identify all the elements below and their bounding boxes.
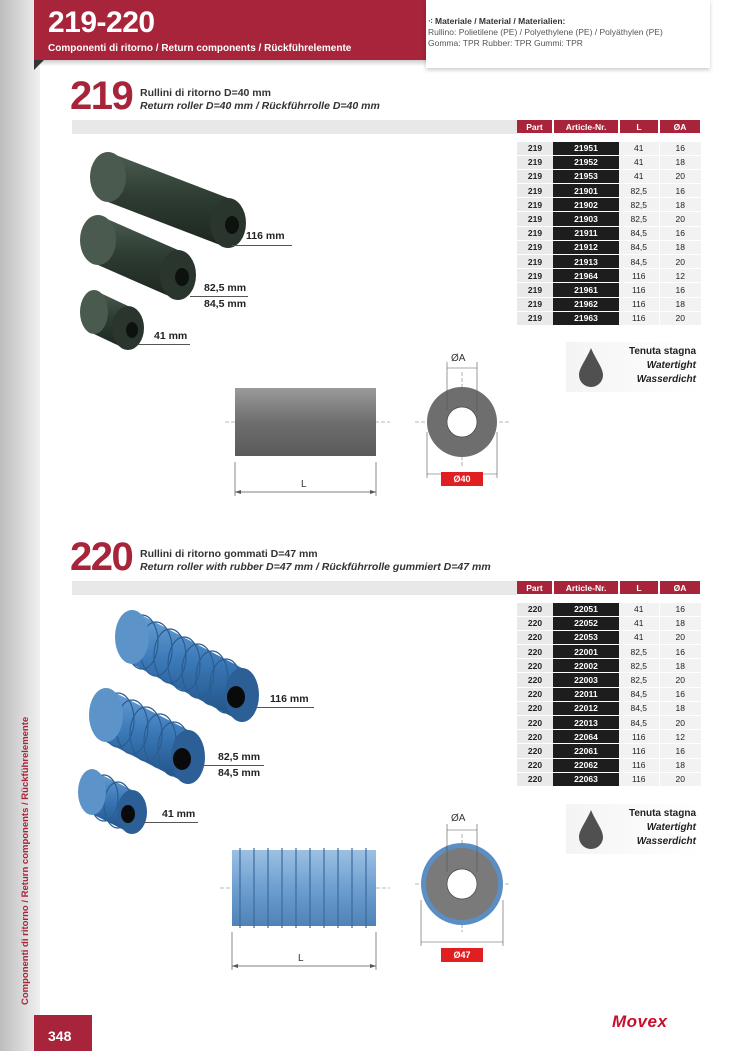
table-row <box>517 141 701 155</box>
section-220-title-it: Rullini di ritorno gommati D=47 mm <box>140 548 318 560</box>
cell-length: 82,5 <box>619 673 659 687</box>
cell-part: 220 <box>517 645 553 659</box>
cell-length: 116 <box>619 311 659 325</box>
cell-diameter: 18 <box>659 659 701 673</box>
header-part: Part <box>517 120 553 133</box>
cell-length: 41 <box>619 630 659 644</box>
cell-part: 220 <box>517 730 553 744</box>
watertight-en-219: Watertight <box>646 360 696 371</box>
roller-82-mm <box>89 688 205 784</box>
diameter-badge-220: Ø47 <box>441 948 483 962</box>
label-116-mm-220: 116 mm <box>270 693 309 705</box>
cell-diameter: 16 <box>659 602 701 616</box>
leader-41-220 <box>144 822 198 823</box>
cell-part: 219 <box>517 255 553 269</box>
cell-length: 116 <box>619 730 659 744</box>
cell-part: 219 <box>517 184 553 198</box>
cell-length: 41 <box>619 155 659 169</box>
page-subtitle: Componenti di ritorno / Return components / Rückführelemente <box>48 43 352 54</box>
cell-article: 21903 <box>553 212 619 226</box>
cell-diameter: 16 <box>659 687 701 701</box>
table-row <box>517 730 701 744</box>
cell-article: 21901 <box>553 184 619 198</box>
table-row <box>517 616 701 630</box>
table-row <box>517 283 701 297</box>
roller-41-mm <box>80 290 144 350</box>
table-row <box>517 155 701 169</box>
materials-heading: Materiale / Material / Materialien: <box>434 16 566 26</box>
cell-article: 22062 <box>553 758 619 772</box>
cell-article: 21961 <box>553 283 619 297</box>
table-row <box>517 659 701 673</box>
cell-part: 219 <box>517 141 553 155</box>
table-row <box>517 269 701 283</box>
table-row <box>517 226 701 240</box>
cell-length: 82,5 <box>619 659 659 673</box>
cell-length: 82,5 <box>619 212 659 226</box>
header-corner <box>34 60 44 70</box>
materials-line-1: Rullino: Polietilene (PE) / Polyethylene (PE) / Polyäthylen (PE) <box>428 27 663 37</box>
section-220-number: 220 <box>70 535 133 579</box>
dim-a-219: ØA <box>451 353 466 364</box>
cell-length: 41 <box>619 602 659 616</box>
dim-l-220: L <box>298 953 304 964</box>
cell-length: 116 <box>619 772 659 786</box>
table-row <box>517 716 701 730</box>
cell-article: 21963 <box>553 311 619 325</box>
materials-icon: ⁖ <box>428 16 433 26</box>
diameter-badge-219: Ø40 <box>441 472 483 486</box>
cell-article: 22001 <box>553 645 619 659</box>
label-41-mm-220: 41 mm <box>162 808 196 820</box>
watertight-it-219: Tenuta stagna <box>628 346 696 357</box>
cell-length: 84,5 <box>619 240 659 254</box>
table-row <box>517 198 701 212</box>
cell-length: 84,5 <box>619 701 659 715</box>
movex-logo: Movex <box>612 1012 668 1031</box>
section-219-title-it: Rullini di ritorno D=40 mm <box>140 87 271 99</box>
page-title: 219-220 <box>48 6 155 39</box>
cell-diameter: 18 <box>659 198 701 212</box>
materials-box <box>426 0 710 68</box>
cell-diameter: 20 <box>659 716 701 730</box>
leader-82-219 <box>190 296 248 297</box>
cell-length: 116 <box>619 744 659 758</box>
header-article: Article-Nr. <box>553 120 619 133</box>
cell-article: 21951 <box>553 141 619 155</box>
cell-part: 220 <box>517 616 553 630</box>
cell-article: 22053 <box>553 630 619 644</box>
cell-length: 116 <box>619 297 659 311</box>
cell-article: 21964 <box>553 269 619 283</box>
cell-diameter: 18 <box>659 155 701 169</box>
cell-diameter: 12 <box>659 730 701 744</box>
cell-part: 219 <box>517 169 553 183</box>
roller-41-mm <box>78 769 147 834</box>
cell-diameter: 18 <box>659 616 701 630</box>
watertight-box-220 <box>566 804 700 854</box>
cell-article: 21952 <box>553 155 619 169</box>
cell-diameter: 20 <box>659 311 701 325</box>
cell-article: 22011 <box>553 687 619 701</box>
table-row <box>517 184 701 198</box>
cell-diameter: 20 <box>659 673 701 687</box>
cell-part: 220 <box>517 687 553 701</box>
table-row <box>517 630 701 644</box>
cell-diameter: 18 <box>659 701 701 715</box>
cell-article: 22003 <box>553 673 619 687</box>
header-length: L <box>619 581 659 594</box>
cell-length: 82,5 <box>619 645 659 659</box>
cell-part: 219 <box>517 212 553 226</box>
cell-part: 219 <box>517 297 553 311</box>
cell-diameter: 16 <box>659 283 701 297</box>
table-row <box>517 240 701 254</box>
cell-part: 220 <box>517 772 553 786</box>
section-219-table <box>517 120 702 326</box>
table-row <box>517 297 701 311</box>
cell-part: 219 <box>517 226 553 240</box>
cell-diameter: 20 <box>659 169 701 183</box>
cell-length: 41 <box>619 616 659 630</box>
cell-length: 116 <box>619 758 659 772</box>
table-row <box>517 687 701 701</box>
page-number: 348 <box>34 1015 92 1051</box>
cell-article: 21962 <box>553 297 619 311</box>
cell-article: 22013 <box>553 716 619 730</box>
cell-part: 219 <box>517 283 553 297</box>
dim-l-219: L <box>301 479 307 490</box>
cell-diameter: 20 <box>659 255 701 269</box>
table-row <box>517 645 701 659</box>
materials-line-2: Gomma: TPR Rubber: TPR Gummi: TPR <box>428 38 583 48</box>
cell-part: 220 <box>517 701 553 715</box>
label-116-mm-219: 116 mm <box>246 230 285 242</box>
cell-length: 41 <box>619 169 659 183</box>
dim-a-220: ØA <box>451 813 466 824</box>
cell-diameter: 20 <box>659 772 701 786</box>
section-220-rollers-illustration <box>70 600 280 840</box>
section-220-title-en-de: Return roller with rubber D=47 mm / Rückführrolle gummiert D=47 mm <box>140 561 491 573</box>
cell-diameter: 16 <box>659 645 701 659</box>
section-220-table <box>517 581 702 787</box>
watertight-it-220: Tenuta stagna <box>628 808 696 819</box>
cell-part: 220 <box>517 716 553 730</box>
cell-part: 220 <box>517 673 553 687</box>
cell-part: 220 <box>517 602 553 616</box>
table-row <box>517 772 701 786</box>
header-part: Part <box>517 581 553 594</box>
side-section-label: Componenti di ritorno / Return components / Rückführelemente <box>20 716 31 1005</box>
cell-article: 21913 <box>553 255 619 269</box>
table-row <box>517 169 701 183</box>
label-84-5-mm-219: 84,5 mm <box>204 298 247 310</box>
cell-length: 41 <box>619 141 659 155</box>
cell-article: 21902 <box>553 198 619 212</box>
cell-length: 84,5 <box>619 716 659 730</box>
cell-diameter: 18 <box>659 758 701 772</box>
cell-article: 22012 <box>553 701 619 715</box>
cell-article: 22051 <box>553 602 619 616</box>
cell-article: 21953 <box>553 169 619 183</box>
table-row <box>517 744 701 758</box>
leader-41-219 <box>138 344 190 345</box>
cell-diameter: 16 <box>659 226 701 240</box>
cell-diameter: 16 <box>659 744 701 758</box>
cell-diameter: 18 <box>659 240 701 254</box>
header-diameter: ØA <box>659 120 701 133</box>
cell-diameter: 16 <box>659 141 701 155</box>
cell-article: 21911 <box>553 226 619 240</box>
cell-article: 22061 <box>553 744 619 758</box>
cell-part: 219 <box>517 240 553 254</box>
cell-diameter: 20 <box>659 630 701 644</box>
table-row <box>517 311 701 325</box>
cell-length: 116 <box>619 283 659 297</box>
cell-diameter: 20 <box>659 212 701 226</box>
header-diameter: ØA <box>659 581 701 594</box>
watertight-en-220: Watertight <box>646 822 696 833</box>
section-219-number: 219 <box>70 74 133 118</box>
cell-article: 22052 <box>553 616 619 630</box>
table-row <box>517 673 701 687</box>
section-219-rollers-illustration <box>70 140 270 360</box>
cell-article: 21912 <box>553 240 619 254</box>
watertight-de-220: Wasserdicht <box>636 836 696 847</box>
leader-116-219 <box>232 245 292 246</box>
label-82-5-mm-219: 82,5 mm <box>204 282 247 294</box>
cell-length: 82,5 <box>619 184 659 198</box>
cell-length: 84,5 <box>619 255 659 269</box>
label-41-mm-219: 41 mm <box>154 330 188 342</box>
cell-part: 219 <box>517 198 553 212</box>
leader-82-220 <box>200 765 264 766</box>
table-row <box>517 255 701 269</box>
watertight-box-219 <box>566 342 700 392</box>
cell-length: 116 <box>619 269 659 283</box>
water-drop-icon <box>576 346 606 388</box>
cell-part: 220 <box>517 758 553 772</box>
cell-article: 22063 <box>553 772 619 786</box>
cell-length: 84,5 <box>619 687 659 701</box>
leader-116-220 <box>250 707 314 708</box>
section-219-title-en-de: Return roller D=40 mm / Rückführrolle D=40 mm <box>140 100 380 112</box>
water-drop-icon <box>576 808 606 850</box>
cell-article: 22002 <box>553 659 619 673</box>
cell-part: 219 <box>517 269 553 283</box>
cell-length: 84,5 <box>619 226 659 240</box>
cell-diameter: 18 <box>659 297 701 311</box>
cell-diameter: 16 <box>659 184 701 198</box>
table-row <box>517 212 701 226</box>
cell-part: 219 <box>517 155 553 169</box>
watertight-de-219: Wasserdicht <box>636 374 696 385</box>
cell-article: 22064 <box>553 730 619 744</box>
cell-part: 220 <box>517 659 553 673</box>
header-article: Article-Nr. <box>553 581 619 594</box>
cell-part: 220 <box>517 630 553 644</box>
header-length: L <box>619 120 659 133</box>
label-82-5-mm-220: 82,5 mm <box>218 751 261 763</box>
table-row <box>517 758 701 772</box>
cell-diameter: 12 <box>659 269 701 283</box>
table-row <box>517 701 701 715</box>
cell-length: 82,5 <box>619 198 659 212</box>
table-row <box>517 602 701 616</box>
cell-part: 220 <box>517 744 553 758</box>
label-84-5-mm-220: 84,5 mm <box>218 767 261 779</box>
cell-part: 219 <box>517 311 553 325</box>
